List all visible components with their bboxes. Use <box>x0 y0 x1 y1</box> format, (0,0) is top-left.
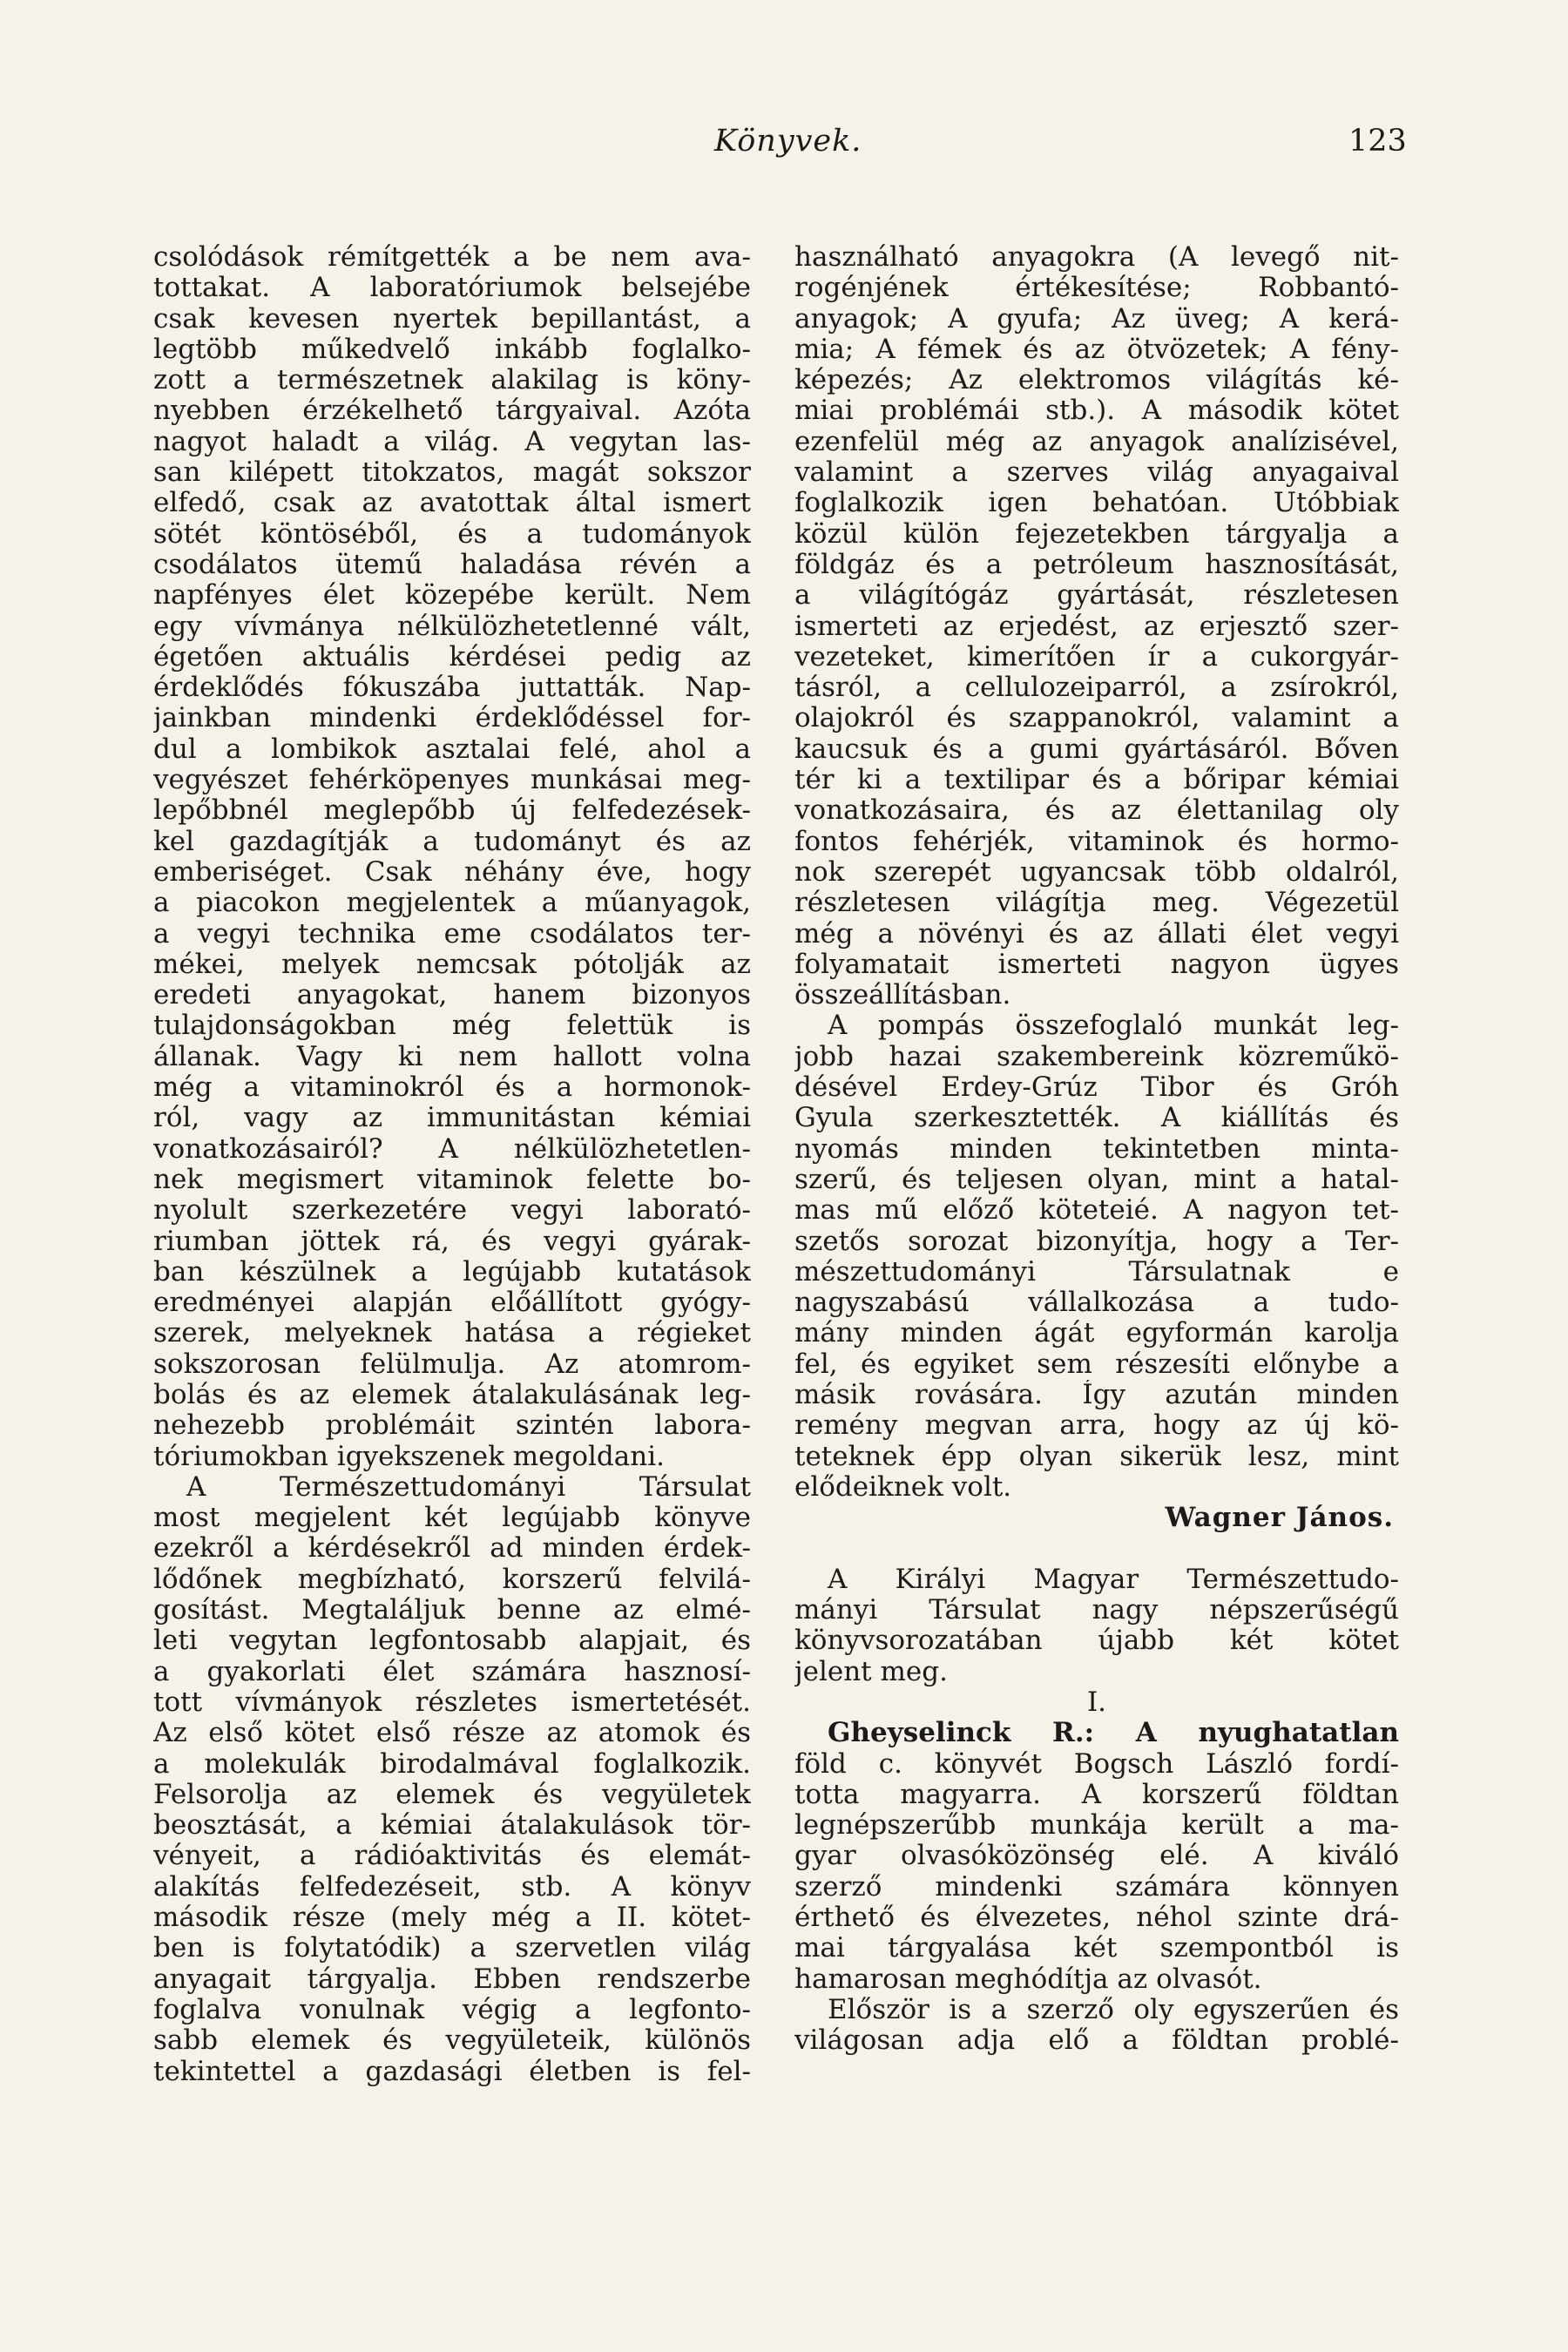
text-line: Gyula szerkesztették. A kiállítás és <box>794 1103 1399 1134</box>
text-line: egy vívmánya nélkülözhetetlenné vált, <box>153 611 751 642</box>
text-line: jelent meg. <box>794 1656 948 1687</box>
text-line: mány minden ágát egyformán karolja <box>794 1318 1399 1349</box>
text-line: földgáz és a petróleum hasznosítását, <box>794 549 1399 580</box>
text-line: bolás és az elemek átalakulásának leg- <box>153 1379 751 1410</box>
text-line: most megjelent két legújabb könyve <box>153 1503 751 1534</box>
text-line: a gyakorlati élet számára hasznosí- <box>153 1656 751 1687</box>
text-line: beosztását, a kémiai átalakulások tör- <box>153 1810 751 1842</box>
paragraph-gap <box>794 1533 1399 1564</box>
text-line: tekintettel a gazdasági életben is fel- <box>153 2056 751 2087</box>
text-line: foglalva vonulnak végig a legfonto- <box>153 1994 751 2025</box>
text-line: tóriumokban igyekszenek megoldani. <box>153 1441 665 1472</box>
text-line: mészettudományi Társulatnak e <box>794 1256 1399 1288</box>
text-line: A Királyi Magyar Természettudo- <box>828 1564 1399 1595</box>
text-line: ban készülnek a legújabb kutatások <box>153 1256 751 1288</box>
text-line: kel gazdagítják a tudományt és az <box>153 826 751 857</box>
running-head <box>0 124 1568 167</box>
text-line: a vegyi technika eme csodálatos ter- <box>153 918 751 950</box>
text-line: érdeklődés fókuszába juttatták. Nap- <box>153 672 751 704</box>
text-line: A pompás összefoglaló munkát leg- <box>828 1010 1399 1042</box>
text-line: folyamatait ismerteti nagyon ügyes <box>794 949 1399 980</box>
text-line: elfedő, csak az avatottak által ismert <box>153 488 751 519</box>
text-line: szetős sorozat bizonyítja, hogy a Ter- <box>794 1226 1399 1257</box>
text-line: anyagait tárgyalja. Ebben rendszerbe <box>153 1963 751 1995</box>
text-line: lődőnek megbízható, korszerű felvilá- <box>153 1564 751 1595</box>
text-line: leti vegytan legfontosabb alapjait, és <box>153 1625 751 1657</box>
text-line: másik rovására. Így azután minden <box>794 1379 1399 1410</box>
left-column <box>153 242 751 2087</box>
text-line: még a növényi és az állati élet vegyi <box>794 918 1399 950</box>
text-line: hamarosan meghódítja az olvasót. <box>794 1963 1262 1995</box>
text-line: napfényes élet közepébe került. Nem <box>153 580 751 612</box>
text-line: vényeit, a rádióaktivitás és elemát- <box>153 1841 751 1872</box>
text-line: san kilépett titokzatos, magát sokszor <box>153 457 751 489</box>
text-line: nok szerepét ugyancsak több oldalról, <box>794 856 1399 888</box>
text-line: A Természettudományi Társulat <box>186 1471 751 1503</box>
text-line: nyomás minden tekintetben minta- <box>794 1133 1399 1165</box>
text-line: használható anyagokra (A levegő nit- <box>794 242 1399 273</box>
text-line: szerek, melyeknek hatása a régieket <box>153 1318 751 1349</box>
text-line: közül külön fejezetekben tárgyalja a <box>794 518 1399 550</box>
text-line: ezekről a kérdésekről ad minden érdek- <box>153 1533 751 1565</box>
text-line: eredményei alapján előállított gyógy- <box>153 1288 751 1319</box>
text-line: tottakat. A laboratóriumok belsejébe <box>153 273 751 304</box>
text-line: világosan adja elő a földtan problé- <box>794 2025 1399 2057</box>
text-line: mia; A fémek és az ötvözetek; A fény- <box>794 334 1399 365</box>
right-column <box>794 242 1399 2057</box>
text-line: szerző mindenki számára könnyen <box>794 1871 1399 1903</box>
text-line: teteknek épp olyan sikerük lesz, mint <box>794 1441 1399 1472</box>
text-line: égetően aktuális kérdései pedig az <box>153 641 751 672</box>
text-line: tulajdonságokban még felettük is <box>153 1010 751 1042</box>
text-line: zott a természetnek alakilag is köny- <box>153 365 751 396</box>
text-line: legtöbb műkedvelő inkább foglalko- <box>153 334 751 365</box>
text-line: rogénjének értékesítése; Robbantó- <box>794 273 1399 304</box>
text-line: eredeti anyagokat, hanem bizonyos <box>153 980 751 1011</box>
text-line: nehezebb problémáit szintén labora- <box>153 1410 751 1442</box>
text-line: foglalkozik igen behatóan. Utóbbiak <box>794 488 1399 519</box>
text-line: mas mű előző köteteié. A nagyon tet- <box>794 1195 1399 1227</box>
text-line: lepőbbnél meglepőbb új felfedezések- <box>153 795 751 827</box>
text-line: riumban jöttek rá, és vegyi gyárak- <box>153 1226 751 1257</box>
text-line: fontos fehérjék, vitaminok és hormo- <box>794 826 1399 857</box>
text-line: csodálatos ütemű haladása révén a <box>153 549 751 580</box>
text-line: elődeiknek volt. <box>794 1471 1012 1503</box>
running-head-title: Könyvek. <box>714 124 862 159</box>
text-line: Először is a szerző oly egyszerűen és <box>828 1994 1399 2025</box>
section-numeral: I. <box>1086 1686 1107 1718</box>
text-line: szerű, és teljesen olyan, mint a hatal- <box>794 1164 1399 1195</box>
text-line: a világítógáz gyártását, részletesen <box>794 580 1399 612</box>
text-line: ismerteti az erjedést, az erjesztő szer- <box>794 611 1399 642</box>
text-line: anyagok; A gyufa; Az üveg; A kerá- <box>794 303 1399 335</box>
text-line: összeállításban. <box>794 980 1011 1011</box>
text-line: dul a lombikok asztalai felé, ahol a <box>153 733 751 765</box>
text-line: totta magyarra. A korszerű földtan <box>794 1779 1399 1810</box>
text-line: mányi Társulat nagy népszerűségű <box>794 1595 1399 1626</box>
text-line: fel, és egyiket sem részesíti előnybe a <box>794 1348 1399 1380</box>
text-line: legnépszerűbb munkája került a ma- <box>794 1810 1399 1842</box>
text-line: tér ki a textilipar és a bőripar kémiai <box>794 765 1399 796</box>
text-line: désével Erdey-Grúz Tibor és Gróh <box>794 1072 1399 1104</box>
text-line: valamint a szerves világ anyagaival <box>794 457 1399 489</box>
text-line: második része (mely még a II. kötet- <box>153 1903 751 1934</box>
text-line: csak kevesen nyertek bepillantást, a <box>153 303 751 335</box>
text-line: nagyszabású vállalkozása a tudo- <box>794 1288 1399 1319</box>
text-line: miai problémái stb.). A második kötet <box>794 395 1399 427</box>
text-line: nek megismert vitaminok felette bo- <box>153 1164 751 1195</box>
text-line: jainkban mindenki érdeklődéssel for- <box>153 703 751 734</box>
text-line: kaucsuk és a gumi gyártásáról. Bőven <box>794 733 1399 765</box>
text-line: jobb hazai szakembereink közreműkö- <box>794 1041 1399 1072</box>
text-line: érthető és élvezetes, néhol szinte drá- <box>794 1903 1399 1934</box>
text-line: mai tárgyalása két szempontból is <box>794 1933 1399 1964</box>
text-line: a piacokon megjelentek a műanyagok, <box>153 888 751 919</box>
text-line: ról, vagy az immunitástan kémiai <box>153 1103 751 1134</box>
text-line: gyar olvasóközönség elé. A kiváló <box>794 1841 1399 1872</box>
text-line: részletesen világítja meg. Végezetül <box>794 888 1399 919</box>
text-line: vegyészet fehérköpenyes munkásai meg- <box>153 765 751 796</box>
text-line: mékei, melyek nemcsak pótolják az <box>153 949 751 980</box>
text-line: könyvsorozatában újabb két kötet <box>794 1625 1399 1657</box>
text-line: sokszorosan felülmulja. Az atomrom- <box>153 1348 751 1380</box>
page-number: 123 <box>1348 124 1407 159</box>
text-line: ben is folytatódik) a szervetlen világ <box>153 1933 751 1964</box>
text-line: alakítás felfedezéseit, stb. A könyv <box>153 1871 751 1903</box>
text-line: nyebben érzékelhető tárgyaival. Azóta <box>153 395 751 427</box>
text-line: sabb elemek és vegyületeik, különös <box>153 2025 751 2057</box>
author-signature: Wagner János. <box>1165 1503 1394 1534</box>
text-line: csolódások rémítgették a be nem ava- <box>153 242 751 273</box>
text-line: Felsorolja az elemek és vegyületek <box>153 1779 751 1810</box>
text-line: tott vívmányok részletes ismertetését. <box>153 1686 751 1718</box>
text-line: olajokról és szappanokról, valamint a <box>794 703 1399 734</box>
text-line: föld c. könyvét Bogsch László fordí- <box>794 1748 1399 1780</box>
text-line: nagyot haladt a világ. A vegytan las- <box>153 426 751 457</box>
text-line: tásról, a cellulozeiparról, a zsírokról, <box>794 672 1399 704</box>
text-line: vonatkozásaira, és az élettanilag oly <box>794 795 1399 827</box>
text-line: nyolult szerkezetére vegyi laborató- <box>153 1195 751 1227</box>
text-line: képezés; Az elektromos világítás ké- <box>794 365 1399 396</box>
text-line: vezeteket, kimerítően ír a cukorgyár- <box>794 641 1399 672</box>
text-line: sötét köntöséből, és a tudományok <box>153 518 751 550</box>
text-line: a molekulák birodalmával foglalkozik. <box>153 1748 751 1780</box>
text-line: állanak. Vagy ki nem hallott volna <box>153 1041 751 1072</box>
book-title-line: Gheyselinck R.: A nyughatatlan <box>828 1718 1399 1749</box>
text-line: gosítást. Megtaláljuk benne az elmé- <box>153 1595 751 1626</box>
text-line: ezenfelül még az anyagok analízisével, <box>794 426 1399 457</box>
text-line: remény megvan arra, hogy az új kö- <box>794 1410 1399 1442</box>
text-line: Az első kötet első része az atomok és <box>153 1718 751 1749</box>
text-line: emberiséget. Csak néhány éve, hogy <box>153 856 751 888</box>
text-line: vonatkozásairól? A nélkülözhetetlen- <box>153 1133 751 1165</box>
text-line: még a vitaminokról és a hormonok- <box>153 1072 751 1104</box>
